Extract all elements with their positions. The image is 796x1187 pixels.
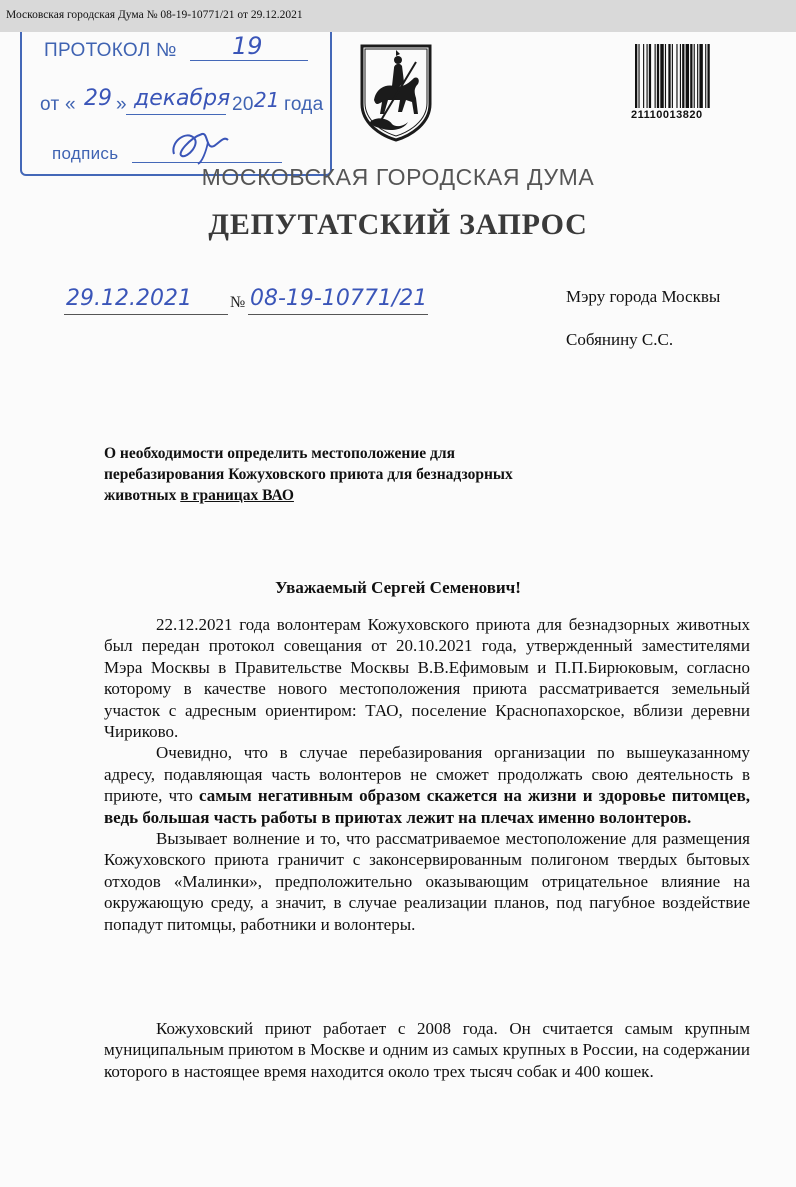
stamp-date-year: 21 [254,88,280,112]
barcode-bar [705,44,706,108]
window-title-bar [0,0,796,33]
stamp-protocol-label: ПРОТОКОЛ № [44,40,177,61]
barcode-bar [680,44,681,108]
document-page [0,32,796,1187]
barcode-bar [694,44,695,108]
barcode-bar [676,44,677,108]
registration-number-mark: № [230,294,246,311]
barcode-number: 21110013820 [631,109,703,121]
paragraph-2-text: Очевидно, что в случае перебазирования организации по вышеуказанному адресу, подавляющая часть волонтеров не сможет продолжать свою деятельность в приюте, что [104,743,750,806]
paragraph-3: Вызывает волнение и то, что рассматриваемое местоположение для размещения Кожуховского приюта граничит с законсервированным полигоном твердых бытовых отходов «Малинки», предположительно оказывающим отрицательное влияние на окружающую среду, а значит, в случае реализации планов, под пагубное воздействие попадут питомцы, работники и волонтеры. [104,829,750,934]
stamp-date-day: 29 [84,86,112,111]
registration-number-line [248,314,428,315]
paragraph-4: Кожуховский приют работает с 2008 года. Он считается самым крупным муниципальным приютом в Москве и одним из самых крупных в России, на содержании которого в настоящее время находится около трех тысяч собак и 400 кошек. [104,1019,750,1081]
document-type-title: ДЕПУТАТСКИЙ ЗАПРОС [208,208,588,241]
barcode-bar [690,44,692,108]
registration-date: 29.12.2021 [66,286,192,311]
barcode-bar [668,44,670,108]
stamp-protocol-number: 19 [232,32,263,60]
barcode-bar [638,44,639,108]
paragraph-1: 22.12.2021 года волонтерам Кожуховского приюта для безнадзорных животных был передан протокол совещания от 20.10.2021 года, утвержденный заместителями Мэра Москвы в Правительстве Москвы В.В.Ефимовым и П.П.Бирюковым, согласно которому в качестве нового местоположения приюта рассматривается земельный участок с адресным ориентиром: ТАО, поселение Краснопахорское, вблизи деревни Чириково. [104,615,750,742]
stamp-month-line [126,114,226,115]
organization-title: МОСКОВСКАЯ ГОРОДСКАЯ ДУМА [201,164,595,190]
barcode-bar [647,44,648,108]
stamp-date-month: декабря [134,86,231,111]
registration-number: 08-19-10771/21 [250,286,428,311]
letter-subject [104,443,544,506]
handwritten-signature [168,124,232,166]
barcode-bar [682,44,684,108]
registration-date-line [64,314,228,315]
barcode-bar [699,44,702,108]
barcode-bar [672,44,673,108]
addressee-title: Мэру города Москвы [566,287,721,306]
stamp-date-from: от « [40,94,76,115]
moscow-coat-of-arms-icon [358,42,434,142]
stamp-signature-label: подпись [52,144,119,163]
document-barcode [634,44,736,108]
barcode-bar [707,44,709,108]
paragraph-2-emphasis: самым негативным образом скажется на жизни и здоровье питомцев, ведь большая часть работы в приютах лежит на плечах именно волонтеров. [104,786,751,827]
barcode-bar [643,44,644,108]
paragraph-2 [104,742,750,828]
subject-text: О необходимости определить местоположение для перебазирования Кожуховского приюта для безнадзорных животных [104,445,513,504]
barcode-bar [660,44,663,108]
window-title: Московская городская Дума № 08-19-10771/21 от 29.12.2021 [6,9,303,21]
barcode-bar [649,44,651,108]
stamp-protocol-line [190,60,308,61]
protocol-stamp [20,32,332,176]
stamp-date-close: » [116,94,127,115]
barcode-bar [655,44,656,108]
barcode-bar [665,44,666,108]
stamp-year-prefix: 20 [232,94,254,115]
barcode-bar [686,44,689,108]
body-paragraphs [104,614,750,935]
subject-underlined-text: в границах ВАО [180,487,294,504]
barcode-bar [657,44,659,108]
addressee-name: Собянину С.С. [566,330,674,349]
barcode-bar [697,44,698,108]
stamp-year-suffix: года [284,94,324,115]
body-closing [104,1018,750,1082]
barcode-bar [635,44,637,108]
salutation: Уважаемый Сергей Семенович! [275,578,521,597]
